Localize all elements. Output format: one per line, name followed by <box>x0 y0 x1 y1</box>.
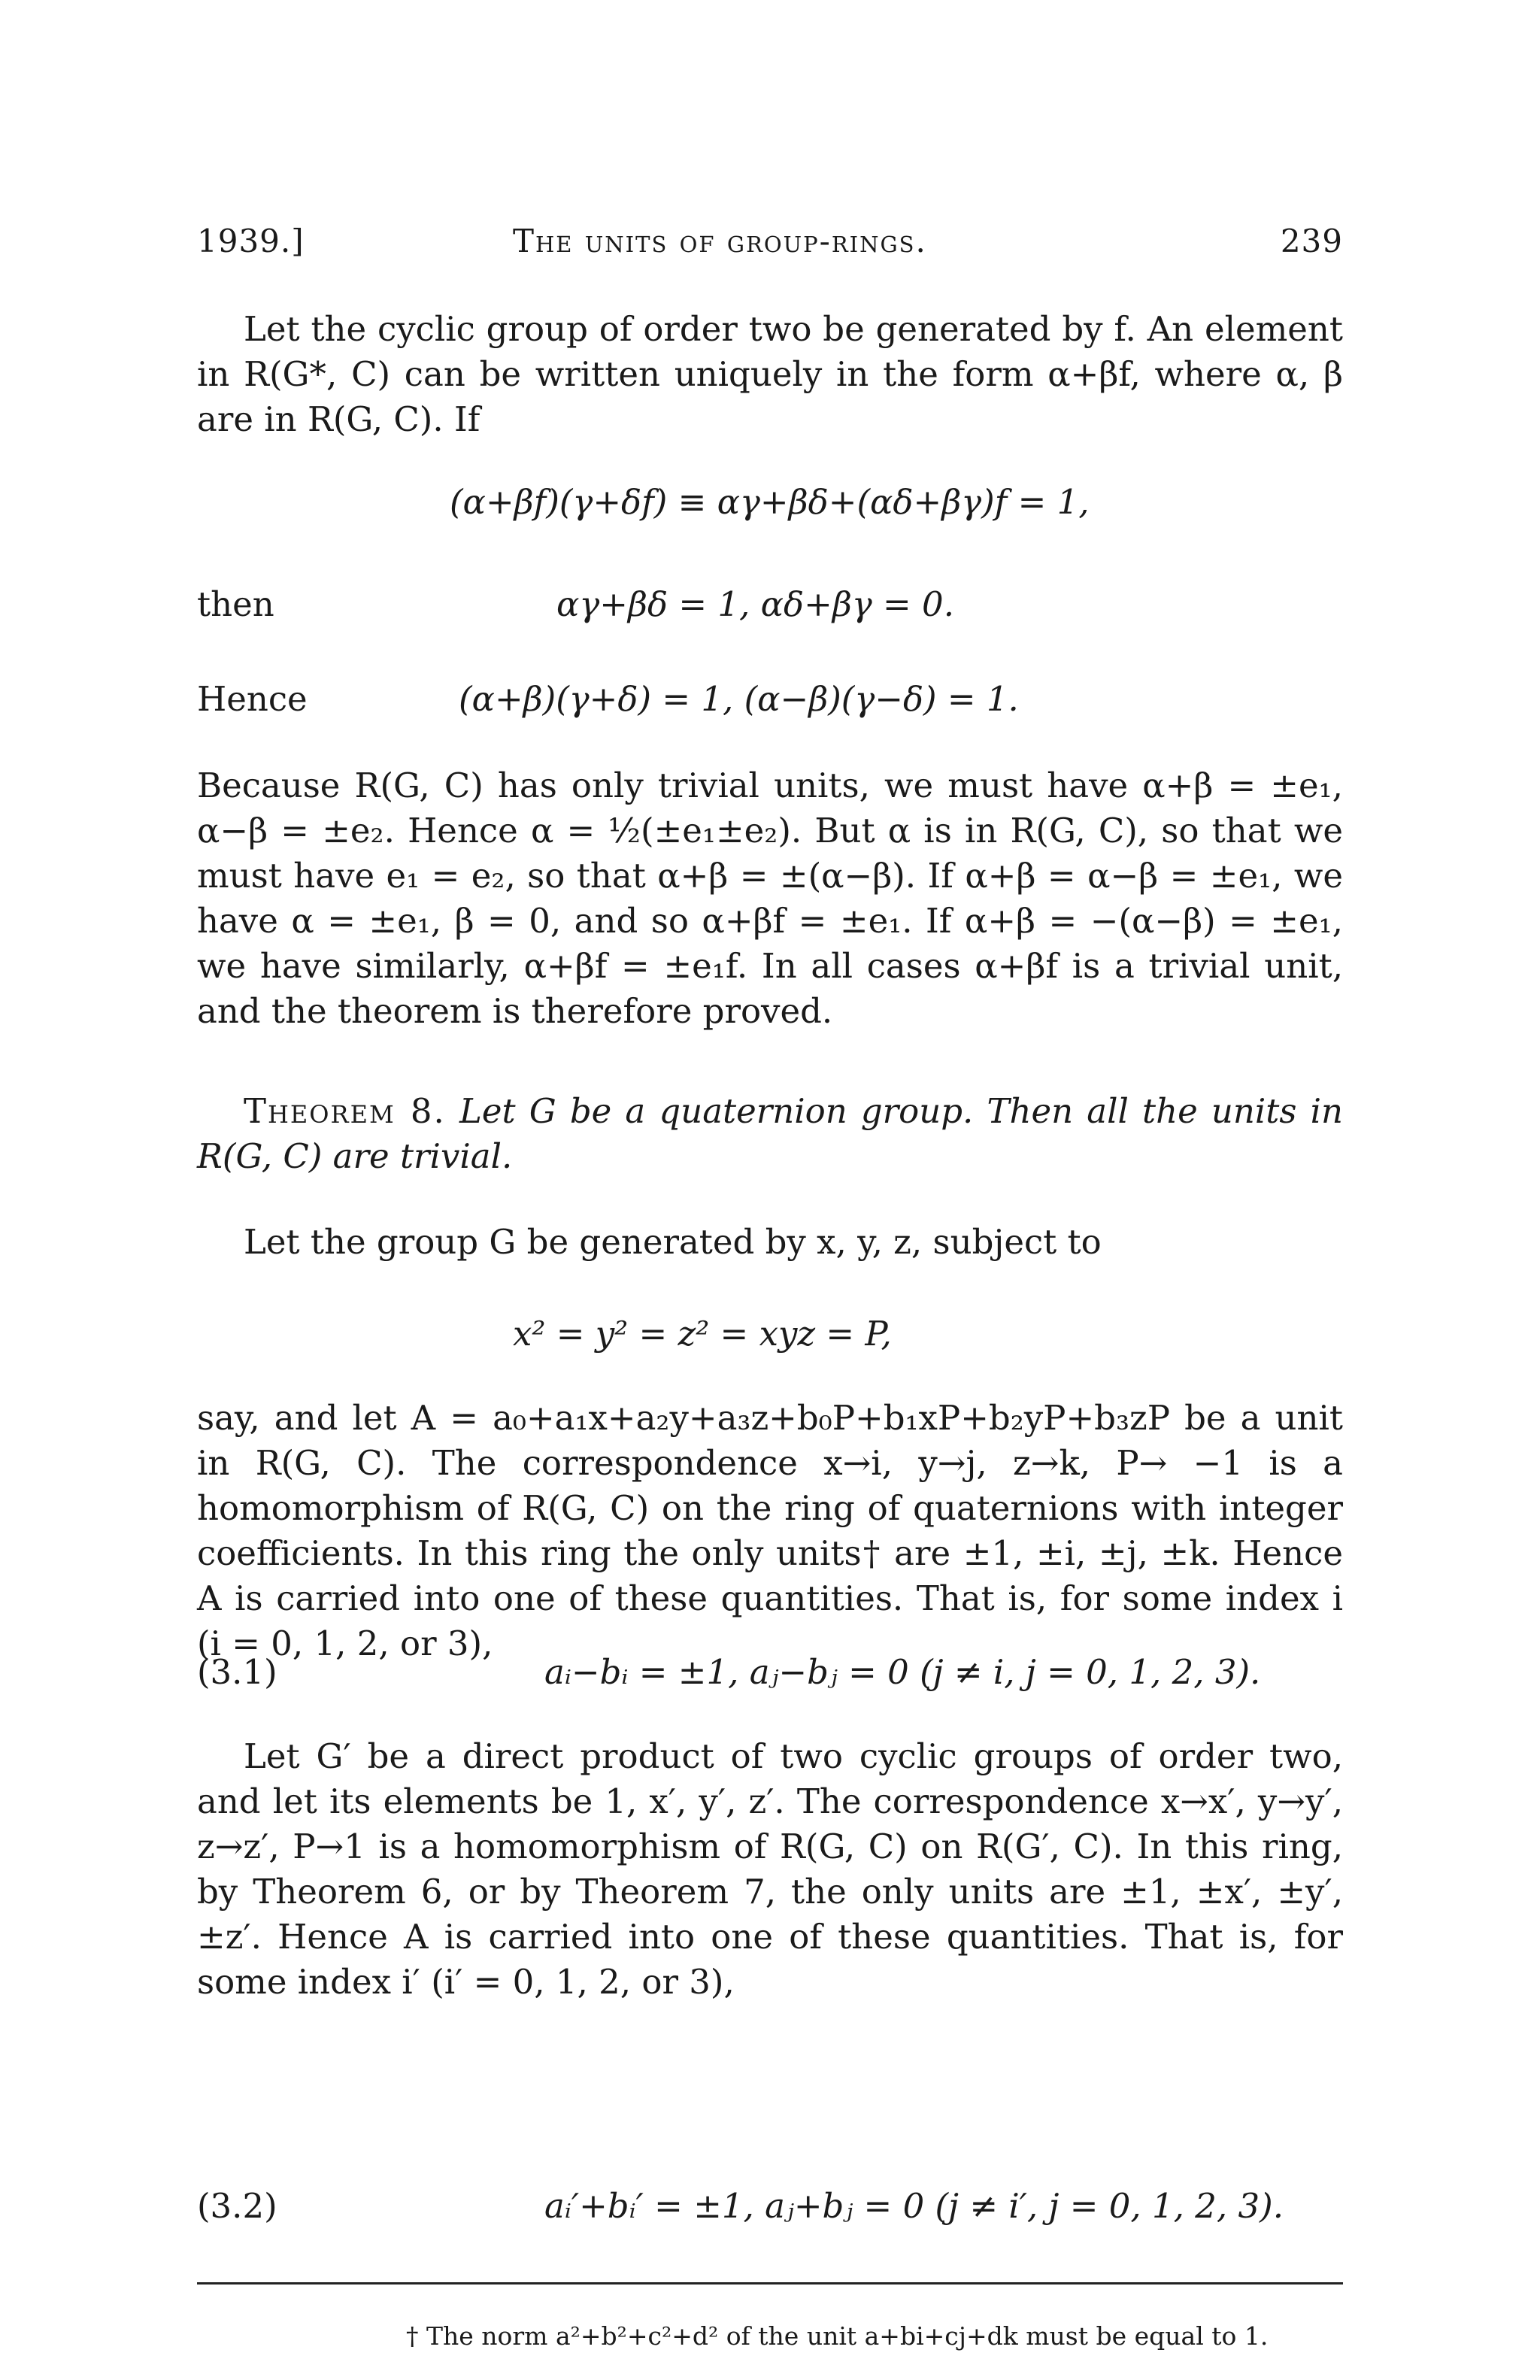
theorem-statement: Let G be a quaternion group. Then all the units in R(G, C) are trivial. <box>197 1091 1343 1176</box>
paragraph-2: Because R(G, C) has only trivial units, we must have α+β = ±e₁, α−β = ±e₂. Hence α = ½(±e₁±e₂). But α is in R(G, C), so that we must have e₁ = e₂, so that α+β = ±(α−β). If α+β = α−β = ±e₁, we have α = ±e₁, β = 0, and so α+βf = ±e₁. If α+β = −(α−β) = ±e₁, we have similarly, α+βf = ±e₁f. In all cases α+βf is a trivial unit, and the theorem is therefore proved. <box>197 766 1343 1031</box>
equation-2: αγ+βδ = 1, αδ+βγ = 0. <box>556 584 954 624</box>
theorem-heading: Theorem 8. <box>244 1091 446 1131</box>
equation-4: x² = y² = z² = xyz = P, <box>513 1314 892 1354</box>
header-title: The units of group-rings. <box>513 223 927 259</box>
footnote: † The norm a²+b²+c²+d² of the unit a+bi+cj+dk must be equal to 1. <box>406 2321 1269 2351</box>
label-hence: Hence <box>197 679 308 719</box>
theorem-8 <box>197 1089 1343 1179</box>
label-then: then <box>197 584 274 624</box>
running-header <box>197 223 1343 260</box>
paragraph-4: say, and let A = a₀+a₁x+a₂y+a₃z+b₀P+b₁xP+b₂yP+b₃zP be a unit in R(G, C). The correspondence x→i, y→j, z→k, P→ −1 is a homomorphism of R(G, C) on the ring of quaternions with integer coefficients. In this ring the only units† are ±1, ±i, ±j, ±k. Hence A is carried into one of these quantities. That is, for some index i (i = 0, 1, 2, or 3), <box>197 1398 1343 1663</box>
header-year: 1939.] <box>197 223 305 259</box>
equation-3-1: aᵢ−bᵢ = ±1, aⱼ−bⱼ = 0 (j ≠ i, j = 0, 1, 2, 3). <box>544 1652 1261 1692</box>
equation-1: (α+βf)(γ+δf) ≡ αγ+βδ+(αδ+βγ)f = 1, <box>450 482 1090 522</box>
footnote-rule <box>197 2282 1343 2284</box>
paragraph-1: Let the cyclic group of order two be generated by f. An element in R(G*, C) can be written uniquely in the form α+βf, where α, β are in R(G, C). If <box>197 309 1343 439</box>
equation-3-2: aᵢ′+bᵢ′ = ±1, aⱼ+bⱼ = 0 (j ≠ i′, j = 0, 1, 2, 3). <box>544 2186 1284 2226</box>
eq-label-3-2: (3.2) <box>197 2186 277 2226</box>
paragraph-3: Let the group G be generated by x, y, z, subject to <box>244 1222 1102 1262</box>
paragraph-5: Let G′ be a direct product of two cyclic groups of order two, and let its elements be 1, x′, y′, z′. The correspondence x→x′, y→y′, z→z′, P→1 is a homomorphism of R(G, C) on R(G′, C). In this ring, by Theorem 6, or by Theorem 7, the only units are ±1, ±x′, ±y′, ±z′. Hence A is carried into one of these quantities. That is, for some index i′ (i′ = 0, 1, 2, or 3), <box>197 1736 1343 2002</box>
page-number: 239 <box>1280 223 1343 259</box>
equation-3: (α+β)(γ+δ) = 1, (α−β)(γ−δ) = 1. <box>459 679 1019 719</box>
eq-label-3-1: (3.1) <box>197 1652 277 1692</box>
